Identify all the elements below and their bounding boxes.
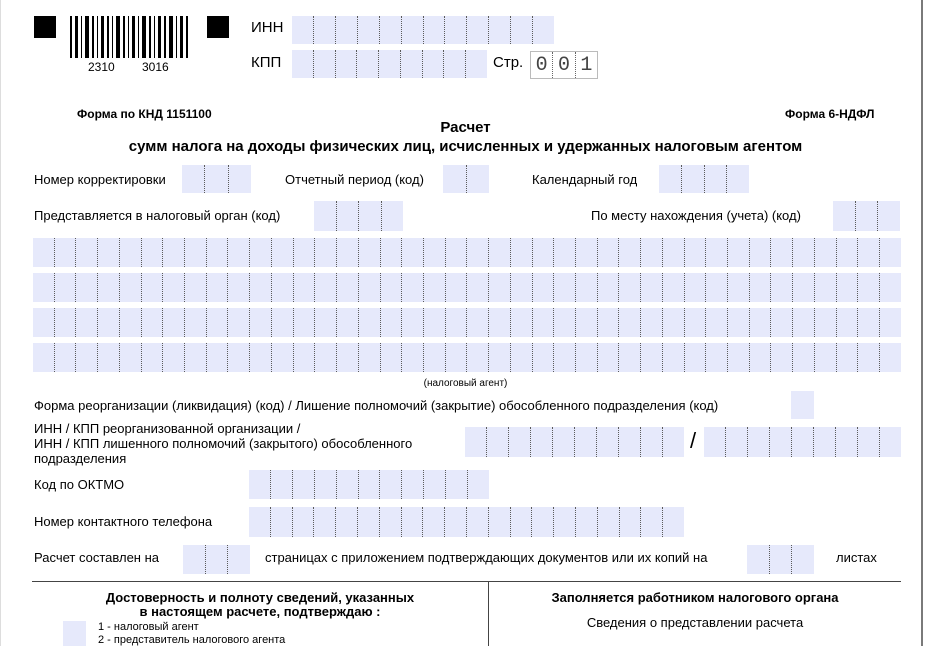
tax-office-label: Представляется в налоговый орган (код) [34, 208, 281, 223]
confirm-line-2: в настоящем расчете, подтверждаю : [139, 604, 381, 619]
barcode-left-digits: 2310 [88, 60, 115, 74]
tax-org-title: Заполняется работником налогового органа [551, 590, 839, 605]
agent-name-line-1[interactable] [33, 238, 901, 267]
agent-name-line-2[interactable] [33, 273, 901, 302]
kpp-field[interactable] [292, 50, 487, 78]
agent-name-line-4[interactable] [33, 343, 901, 372]
correction-field[interactable] [182, 165, 251, 193]
reorg-inn-field[interactable] [465, 427, 684, 457]
location-field[interactable] [833, 201, 900, 231]
location-label: По месту нахождения (учета) (код) [591, 208, 801, 223]
form-title: Расчет [440, 119, 491, 136]
agent-caption: (налоговый агент) [423, 378, 508, 389]
year-label: Календарный год [532, 172, 638, 187]
oktmo-field[interactable] [249, 470, 489, 499]
confirm-line-1: Достоверность и полноту сведений, указанных [105, 590, 415, 605]
alignment-marker-right [207, 16, 229, 38]
inn-field[interactable] [292, 16, 554, 44]
form-name: Форма 6-НДФЛ [785, 107, 875, 121]
phone-field[interactable] [249, 507, 684, 537]
reorg-inn-label-2: ИНН / КПП лишенного полномочий (закрытого) обособленного [34, 436, 413, 451]
footer-divider-line [32, 581, 901, 582]
phone-label: Номер контактного телефона [34, 514, 213, 529]
oktmo-label: Код по ОКТМО [34, 477, 125, 492]
barcode-right-digits: 3016 [142, 60, 169, 74]
pages-count-field[interactable] [183, 545, 250, 574]
sheets-count-field[interactable] [747, 545, 814, 574]
reorg-form-field[interactable] [791, 391, 814, 419]
tax-org-subtitle: Сведения о представлении расчета [586, 615, 804, 630]
signer-option-2: 2 - представитель налогового агента [98, 634, 286, 646]
sheets-label: листах [836, 550, 877, 565]
form-knd: Форма по КНД 1151100 [77, 107, 212, 121]
inn-label: ИНН [251, 19, 284, 36]
alignment-marker-left [34, 16, 56, 38]
kpp-label: КПП [251, 54, 282, 71]
period-label: Отчетный период (код) [285, 172, 424, 187]
page-number-field [530, 51, 598, 79]
page-label: Стр. [493, 54, 524, 71]
pages-text: страницах с приложением подтверждающих документов или их копий на [265, 550, 708, 565]
page-digit-3: 1 [580, 53, 593, 77]
tax-office-field[interactable] [314, 201, 403, 231]
page-digit-2: 0 [553, 52, 575, 78]
signer-type-field[interactable] [63, 621, 86, 646]
compiled-on-label: Расчет составлен на [34, 550, 159, 565]
agent-name-line-3[interactable] [33, 308, 901, 337]
year-field[interactable] [659, 165, 749, 193]
reorg-inn-label-3: подразделения [34, 451, 127, 466]
reorg-kpp-field[interactable] [704, 427, 901, 457]
signer-option-1: 1 - налоговый агент [98, 621, 199, 633]
page-digit-1: 0 [531, 52, 553, 78]
barcode [70, 14, 190, 76]
reorg-slash: / [690, 428, 697, 453]
period-field[interactable] [443, 165, 489, 193]
form-subtitle: сумм налога на доходы физических лиц, исчисленных и удержанных налоговым агентом [128, 138, 803, 155]
reorg-inn-label-1: ИНН / КПП реорганизованной организации / [34, 421, 301, 436]
correction-label: Номер корректировки [34, 172, 166, 187]
reorg-form-label: Форма реорганизации (ликвидация) (код) / Лишение полномочий (закрытие) обособленного подразделения (код) [34, 398, 719, 413]
